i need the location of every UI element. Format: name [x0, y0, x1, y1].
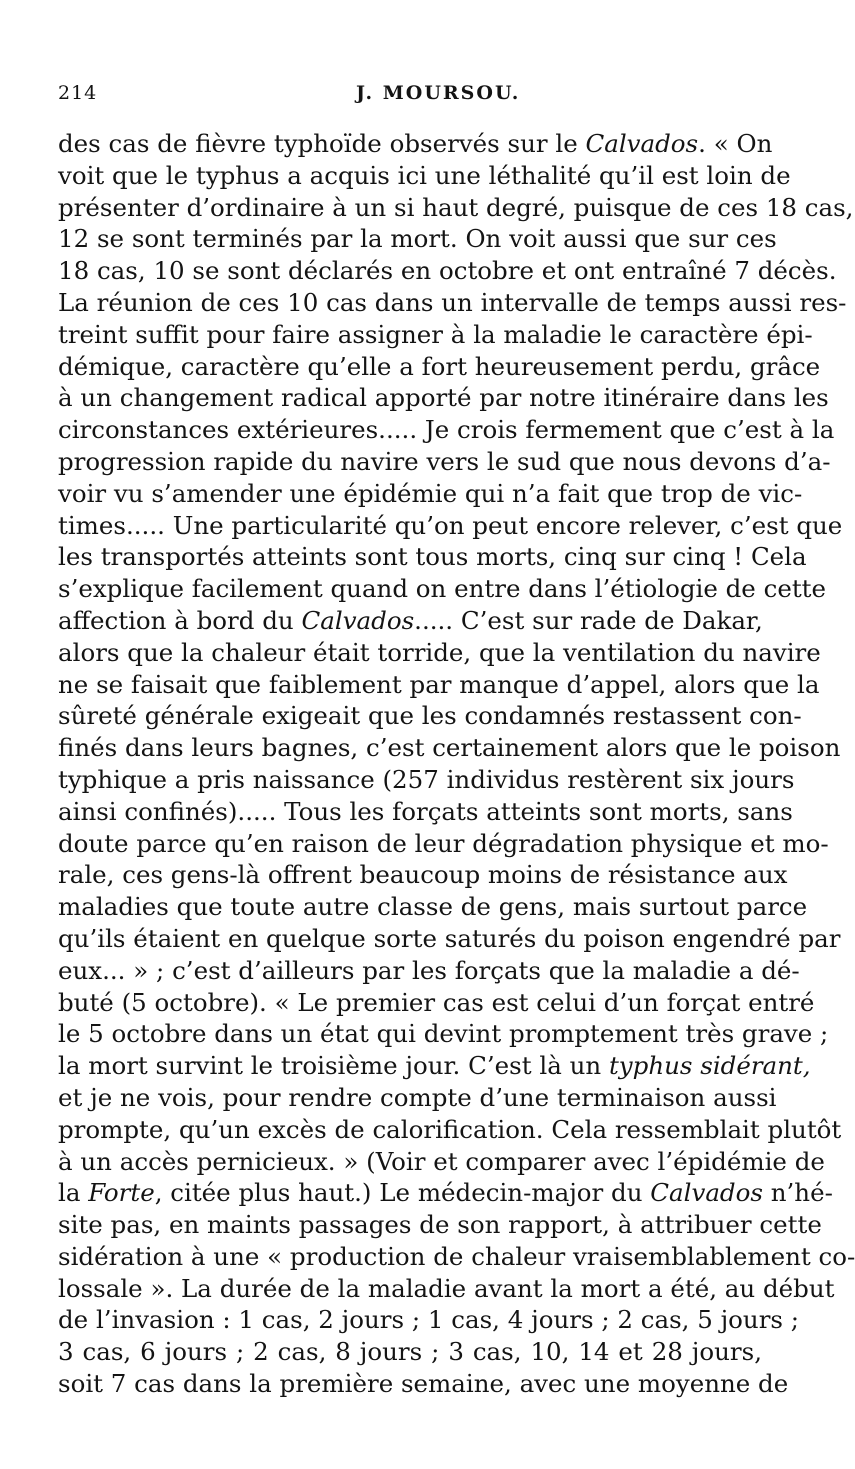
italic-text: Calvados [301, 605, 415, 635]
text-run: à un accès pernicieux. » (Voir et comparer avec l’épidémie de [58, 1146, 825, 1176]
text-line [58, 351, 821, 383]
text-line [58, 1114, 842, 1146]
text-run: ne se faisait que faiblement par manque d’appel, alors que la [58, 669, 820, 699]
text-run: finés dans leurs bagnes, c’est certainement alors que le poison [58, 733, 841, 763]
text-run: site pas, en maints passages de son rapport, à attribuer cette [58, 1210, 822, 1240]
text-line [58, 1050, 811, 1082]
text-run: ..... C’est sur rade de Dakar, [414, 605, 763, 635]
text-run: les transportés atteints sont tous morts, cinq sur cinq ! Cela [58, 542, 807, 572]
text-run: ainsi confinés)..... Tous les forçats atteints sont morts, sans [58, 796, 793, 826]
text-line [58, 192, 854, 224]
text-run: circonstances extérieures..... Je crois fermement que c’est à la [58, 415, 835, 445]
italic-text: Calvados [650, 1178, 763, 1208]
text-run: times..... Une particularité qu’on peut encore relever, c’est que [58, 510, 843, 540]
text-run: présenter d’ordinaire à un si haut degré, puisque de ces 18 cas, [58, 192, 854, 222]
text-run: prompte, qu’un excès de calorification. Cela ressemblait plutôt [58, 1114, 842, 1144]
text-line [58, 1304, 800, 1336]
text-run: voit que le typhus a acquis ici une léthalité qu’il est loin de [58, 160, 791, 190]
text-line [58, 1018, 829, 1050]
text-run: affection à bord du [58, 605, 302, 635]
page-number: 214 [58, 82, 98, 104]
text-run: la mort survint le troisième jour. C’est là un [58, 1051, 609, 1081]
text-run: buté (5 octobre). « Le premier cas est celui d’un forçat entré [58, 987, 815, 1017]
text-run: , citée plus haut.) Le médecin-major du [154, 1178, 651, 1208]
text-run: alors que la chaleur était torride, que la ventilation du navire [58, 637, 821, 667]
text-run: treint suffit pour faire assigner à la maladie le caractère épi- [58, 319, 813, 349]
text-line [58, 923, 841, 955]
text-run: à un changement radical apporté par notre itinéraire dans les [58, 383, 829, 413]
text-line [58, 1177, 833, 1209]
italic-text: Calvados [585, 129, 699, 158]
text-run: soit 7 cas dans la première semaine, avec une moyenne de [58, 1369, 789, 1399]
text-line [58, 510, 843, 542]
text-line [58, 414, 835, 446]
text-line [58, 287, 847, 319]
text-line [58, 859, 788, 891]
text-run: progression rapide du navire vers le sud que nous devons d’a- [58, 446, 831, 476]
page-header [58, 82, 762, 122]
text-run: sidération à une « production de chaleur vraisemblablement co- [58, 1241, 855, 1271]
text-line [58, 319, 813, 351]
italic-text: typhus sidérant, [608, 1051, 811, 1081]
text-line [58, 255, 837, 287]
text-run: sûreté générale exigeait que les condamnés restassent con- [58, 701, 802, 731]
text-run: . « On [698, 129, 773, 158]
text-run: eux... » ; c’est d’ailleurs par les forçats que la maladie a dé- [58, 955, 800, 985]
text-line [58, 160, 791, 192]
text-run: 18 cas, 10 se sont déclarés en octobre et ont entraîné 7 décès. [58, 256, 837, 286]
text-run: et je ne vois, pour rendre compte d’une terminaison aussi [58, 1082, 777, 1112]
text-run: rale, ces gens-là offrent beaucoup moins de résistance aux [58, 860, 788, 890]
text-line [58, 382, 829, 414]
text-line [58, 1241, 855, 1273]
text-run: doute parce qu’en raison de leur dégradation physique et mo- [58, 828, 829, 858]
text-line [58, 446, 831, 478]
text-run: voir vu s’amender une épidémie qui n’a fait que trop de vic- [58, 478, 803, 508]
italic-text: Forte [88, 1178, 155, 1208]
text-run: typhique a pris naissance (257 individus restèrent six jours [58, 764, 795, 794]
text-line [58, 1368, 789, 1400]
text-line [58, 478, 803, 510]
text-line [58, 669, 820, 701]
body-text [58, 128, 855, 1400]
text-line [58, 700, 802, 732]
text-line [58, 891, 808, 923]
text-run: s’explique facilement quand on entre dans l’étiologie de cette [58, 574, 827, 604]
text-run: de l’invasion : 1 cas, 2 jours ; 1 cas, 4 jours ; 2 cas, 5 jours ; [58, 1305, 800, 1335]
text-line [58, 223, 777, 255]
text-line [58, 987, 815, 1019]
text-run: 3 cas, 6 jours ; 2 cas, 8 jours ; 3 cas, 10, 14 et 28 jours, [58, 1337, 762, 1367]
text-run: qu’ils étaient en quelque sorte saturés du poison engendré par [58, 923, 841, 953]
text-line [58, 605, 762, 637]
text-run: lossale ». La durée de la maladie avant la mort a été, au début [58, 1273, 835, 1303]
text-run: le 5 octobre dans un état qui devint promptement très grave ; [58, 1019, 829, 1049]
text-line [58, 637, 821, 669]
text-line [58, 573, 827, 605]
text-run: maladies que toute autre classe de gens, mais surtout parce [58, 892, 808, 922]
text-run: n’hé- [762, 1178, 833, 1208]
text-line [58, 764, 795, 796]
text-run: démique, caractère qu’elle a fort heureusement perdu, grâce [58, 351, 821, 381]
text-line [58, 1336, 762, 1368]
text-run: la [58, 1178, 89, 1208]
text-line [58, 1082, 777, 1114]
text-line [58, 541, 807, 573]
text-run: des cas de fièvre typhoïde observés sur le [58, 129, 586, 158]
text-line [58, 955, 800, 987]
text-line [58, 796, 793, 828]
text-line [58, 1146, 825, 1178]
text-run: 12 se sont terminés par la mort. On voit aussi que sur ces [58, 224, 777, 254]
text-line [58, 1209, 822, 1241]
text-line [58, 828, 829, 860]
text-line [58, 732, 841, 764]
text-line [58, 128, 773, 160]
text-line [58, 1273, 835, 1305]
text-run: La réunion de ces 10 cas dans un intervalle de temps aussi res- [58, 287, 847, 317]
running-head: J. MOURSOU. [356, 82, 521, 104]
